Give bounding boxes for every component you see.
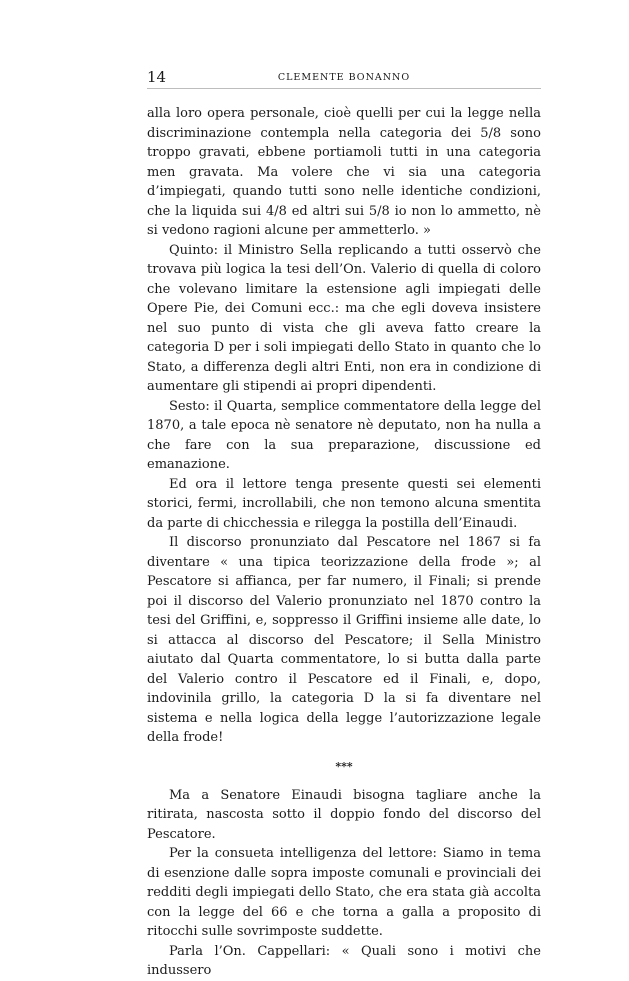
paragraph: Ma a Senatore Einaudi bisogna tagliare anche la ritirata, nascosta sotto il doppio fondo del discorso del Pescatore. — [147, 787, 541, 842]
paragraph: Quinto: il Ministro Sella replicando a tutti osservò che trovava più logica la tesi dell’On. Valerio di quella di coloro che volevano limitare la estensione agli impiegati delle Opere Pie, dei Comuni ecc.: ma che egli doveva insistere nel suo punto di vista che gli aveva fatto creare la categoria D per i soli impiegati dello Stato in quanto che lo Stato, a differenza degli altri Enti, non era in condizione di aumentare gli stipendi ai propri dipendenti. — [147, 242, 541, 394]
page-header — [147, 68, 541, 89]
body-text — [147, 104, 541, 981]
running-title: CLEMENTE BONANNO — [277, 72, 411, 83]
paragraph: Il discorso pronunziato dal Pescatore nel 1867 si fa diventare « una tipica teorizzazione della frode »; al Pescatore si affianca, per far numero, il Finali; si prende poi il discorso del Valerio pronunziato nel 1870 contro la tesi del Griffini, e, soppresso il Griffini insieme alle date, lo si attacca al discorso del Pescatore; il Sella Ministro aiutato dal Quarta commentatore, lo si butta dalla parte del Valerio contro il Pescatore ed il Finali, e, dopo, indovinila grillo, la categoria D la si fa diventare nel sistema e nella logica della legge l’autorizzazione legale della frode! — [147, 535, 541, 745]
paragraph: Parla l’On. Cappellari: « Quali sono i motivi che indussero — [147, 943, 541, 978]
paragraph: alla loro opera personale, cioè quelli per cui la legge nella discriminazione contempla nella categoria dei 5/8 sono troppo gravati, ebbene portiamoli tutti in una categoria men gravata. Ma volere che vi sia una categoria d’impiegati, quando tutti sono nelle identiche condizioni, che la liquida sui 4/8 ed altri sui 5/8 io non lo ammetto, nè si vedono ragioni alcune per ammetterlo. » — [147, 106, 541, 238]
paragraph: Per la consueta intelligenza del lettore: Siamo in tema di esenzione dalle sopra imposte comunali e provinciali dei redditi degli impiegati dello Stato, che era stata già accolta con la legge del 66 e che torna a galla a proposito di ritocchi sulle sovrimposte suddette. — [147, 846, 541, 939]
paragraph: Ed ora il lettore tenga presente questi sei elementi storici, fermi, incrollabili, che non temono alcuna smentita da parte di chicchessia e rilegga la postilla dell’Einaudi. — [147, 476, 541, 531]
page-number: 14 — [147, 68, 167, 86]
section-separator: *** — [335, 759, 353, 773]
paragraph: Sesto: il Quarta, semplice commentatore della legge del 1870, a tale epoca nè senatore nè deputato, non ha nulla a che fare con la sua preparazione, discussione ed emanazione. — [147, 398, 541, 472]
